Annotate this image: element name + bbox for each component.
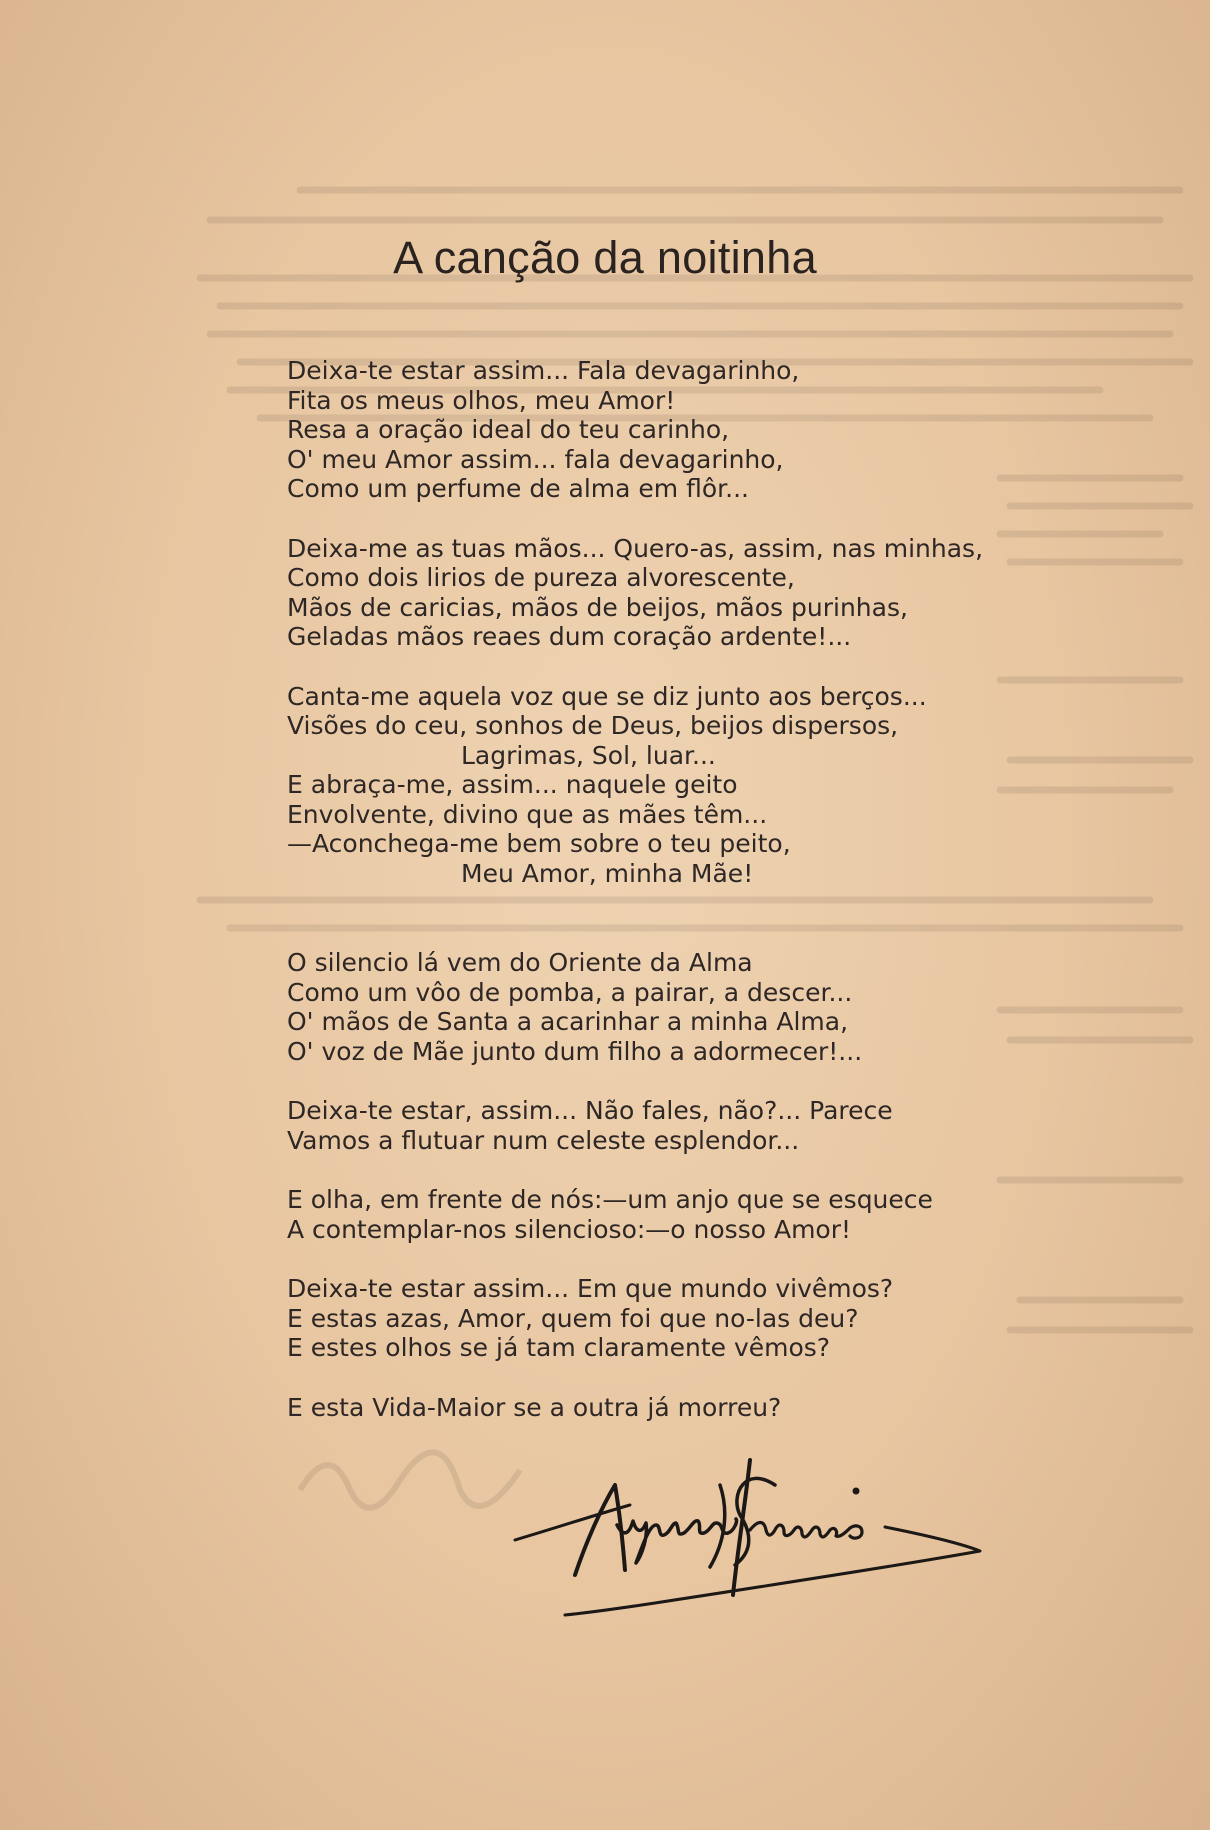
stanza-3 <box>287 682 1047 889</box>
poem-line: Resa a oração ideal do teu carinho, <box>287 415 730 444</box>
poem-line: O' voz de Mãe junto dum filho a adormecer!... <box>287 1036 863 1066</box>
stanza-2 <box>287 534 1047 652</box>
stanza-8 <box>287 1393 1047 1423</box>
poem-line: Canta-me aquela voz que se diz junto aos berços... <box>287 681 927 711</box>
poem-line: O' meu Amor assim... fala devagarinho, <box>287 444 784 474</box>
poem-line: —Aconchega-me bem sobre o teu peito, <box>287 829 791 858</box>
poem-line: Como dois lirios de pureza alvorescente, <box>287 563 795 592</box>
poem-line: Deixa-te estar, assim... Não fales, não?... Parece <box>287 1096 893 1125</box>
poem-line: O silencio lá vem do Oriente da Alma <box>287 948 753 977</box>
poem-line: Envolvente, divino que as mães têm... <box>287 799 768 829</box>
poem-line: A contemplar-nos silencioso:—o nosso Amor! <box>287 1214 852 1244</box>
poem-line: Vamos a flutuar num celeste esplendor... <box>287 1125 800 1155</box>
poem-line: Como um perfume de alma em flôr... <box>287 474 749 503</box>
poem-line: Lagrimas, Sol, luar... <box>461 740 716 770</box>
poem-title: A canção da noitinha <box>393 232 817 283</box>
poem-line: E estes olhos se já tam claramente vêmos? <box>287 1333 831 1362</box>
stanza-5 <box>287 1096 1047 1155</box>
poem-line: Meu Amor, minha Mãe! <box>461 858 754 888</box>
stanza-4 <box>287 948 1047 1066</box>
poem-line: E esta Vida-Maior se a outra já morreu? <box>287 1392 782 1422</box>
stanza-6 <box>287 1185 1047 1244</box>
stanza-7 <box>287 1274 1047 1363</box>
author-signature <box>505 1455 1095 1635</box>
poem-line: Visões do ceu, sonhos de Deus, beijos dispersos, <box>287 711 899 740</box>
poem-line: Geladas mãos reaes dum coração ardente!... <box>287 622 852 651</box>
poem-line: O' mãos de Santa a acarinhar a minha Alma, <box>287 1007 849 1036</box>
poem-line: E olha, em frente de nós:—um anjo que se esquece <box>287 1185 933 1214</box>
poem-line: Deixa-me as tuas mãos... Quero-as, assim, nas minhas, <box>287 533 984 563</box>
poem-line: Fita os meus olhos, meu Amor! <box>287 385 676 415</box>
stanza-1 <box>287 356 1047 504</box>
poem-line: Deixa-te estar assim... Em que mundo vivêmos? <box>287 1274 894 1303</box>
poem-line: Deixa-te estar assim... Fala devagarinho, <box>287 356 800 385</box>
poem-body <box>287 356 1047 1452</box>
poem-line: Como um vôo de pomba, a pairar, a descer... <box>287 977 853 1007</box>
poem-line: Mãos de caricias, mãos de beijos, mãos purinhas, <box>287 592 908 622</box>
poem-line: E abraça-me, assim... naquele geito <box>287 770 738 799</box>
poem-line: E estas azas, Amor, quem foi que no-las deu? <box>287 1303 859 1333</box>
